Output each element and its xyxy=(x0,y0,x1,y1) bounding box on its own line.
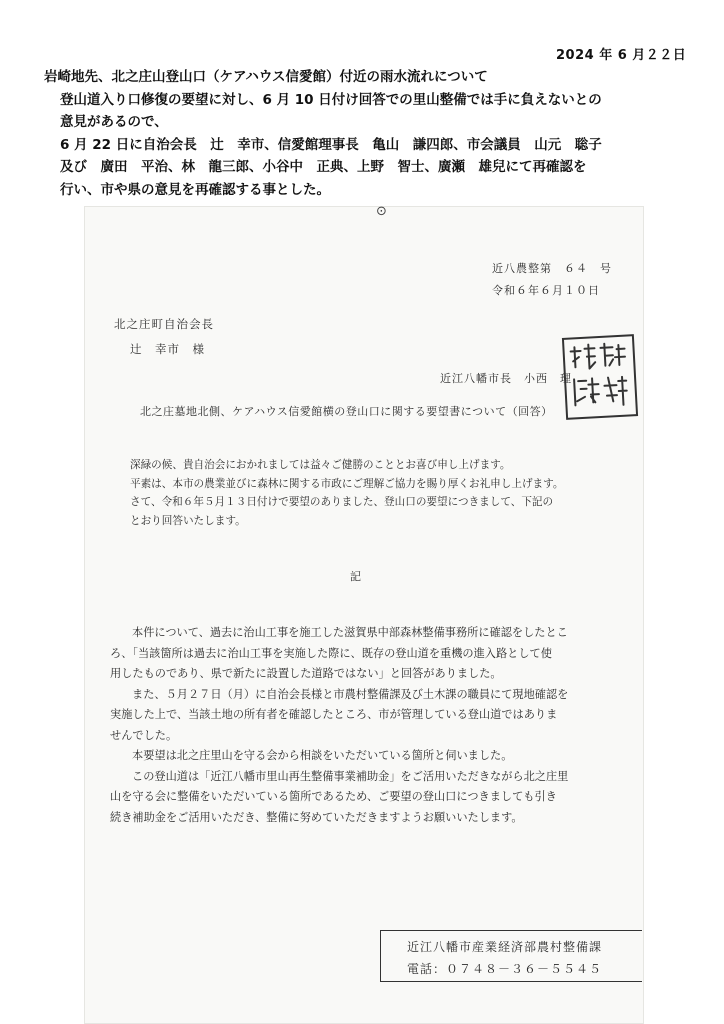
letter-body xyxy=(110,623,640,828)
document-number: 近八農整第 ６４ 号 xyxy=(492,262,612,275)
header-line: 及び 廣田 平治、林 龍三郎、小谷中 正典、上野 智士、廣瀬 雄兒にて再確認を xyxy=(60,159,587,175)
contact-department: 近江八幡市産業経済部農村整備課 xyxy=(407,940,603,954)
registration-mark: ⊙ xyxy=(376,206,387,219)
header-line: 6 月 22 日に自治会長 辻 幸市、信愛館理事長 亀山 謙四郎、市会議員 山元 聡子 xyxy=(60,136,602,153)
contact-phone: 電話：０７４８－３６－５５４５ xyxy=(407,962,603,976)
header-line: 岩崎地先、北之庄山登山口（ケアハウス信愛館）付近の雨水流れについて xyxy=(44,69,488,85)
contact-box xyxy=(380,930,642,982)
greeting-paragraph xyxy=(130,456,630,530)
recipient-name: 辻 幸市 様 xyxy=(130,342,205,356)
header-line: 登山道入り口修復の要望に対し、6 月 10 日付け回答での里山整備では手に負えないとの xyxy=(60,91,602,108)
body-line: 本要望は北之庄里山を守る会から相談をいただいている箇所と伺いました。 xyxy=(132,749,513,762)
recipient-org: 北之庄町自治会長 xyxy=(114,317,214,331)
body-line: この登山道は「近江八幡市里山再生整備事業補助金」をご活用いただきながら北之庄里 xyxy=(132,769,569,783)
official-seal-icon xyxy=(562,334,638,420)
ki-heading: 記 xyxy=(350,570,361,583)
body-line: 実施した上で、当該土地の所有者を確認したところ、市が管理している登山道ではありま xyxy=(110,708,558,721)
body-line: 続き補助金をご活用いただき、整備に努めていただきますようお願いいたします。 xyxy=(110,810,523,824)
body-line: また、５月２７日（月）に自治会長様と市農村整備課及び土木課の職員にて現地確認を xyxy=(132,687,569,701)
body-line: 本件について、過去に治山工事を施工した滋賀県中部森林整備事務所に確認をしたとこ xyxy=(132,626,568,639)
body-line: せんでした。 xyxy=(110,728,178,742)
greeting-line: とおり回答いたします。 xyxy=(130,514,246,527)
document-date: 令和６年６月１０日 xyxy=(492,284,600,297)
letter-title: 北之庄墓地北側、ケアハウス信愛館横の登山口に関する要望書について（回答） xyxy=(140,405,553,418)
header-line: 行い、市や県の意見を再確認する事とした。 xyxy=(60,181,330,198)
header-line: 意見があるので、 xyxy=(60,114,168,130)
body-line: ろ、「当該箇所は過去に治山工事を実施した際に、既存の登山道を重機の進入路として使 xyxy=(110,646,552,660)
document-reference xyxy=(492,258,612,302)
sender-name: 近江八幡市長 小西 理 xyxy=(440,372,572,385)
body-line: 用したものであり、県で新たに設置した道路ではない」と回答がありました。 xyxy=(110,667,502,680)
greeting-line: 深緑の候、貴自治会におかれましては益々ご健勝のこととお喜び申し上げます。 xyxy=(130,459,511,471)
greeting-line: さて、令和６年５月１３日付けで要望のありました、登山口の要望につきまして、下記の xyxy=(130,496,554,508)
body-line: 山を守る会に整備をいただいている箇所であるため、ご要望の登山口につきましても引き xyxy=(110,790,557,803)
scanned-letter xyxy=(84,206,644,1024)
greeting-line: 平素は、本市の農業並びに森林に関する市政にご理解ご協力を賜り厚くお礼申し上げます。 xyxy=(130,477,564,490)
recipient-block xyxy=(114,312,214,362)
header-date: 2024 年 6 月２２日 xyxy=(556,48,687,63)
header-text xyxy=(44,66,704,201)
